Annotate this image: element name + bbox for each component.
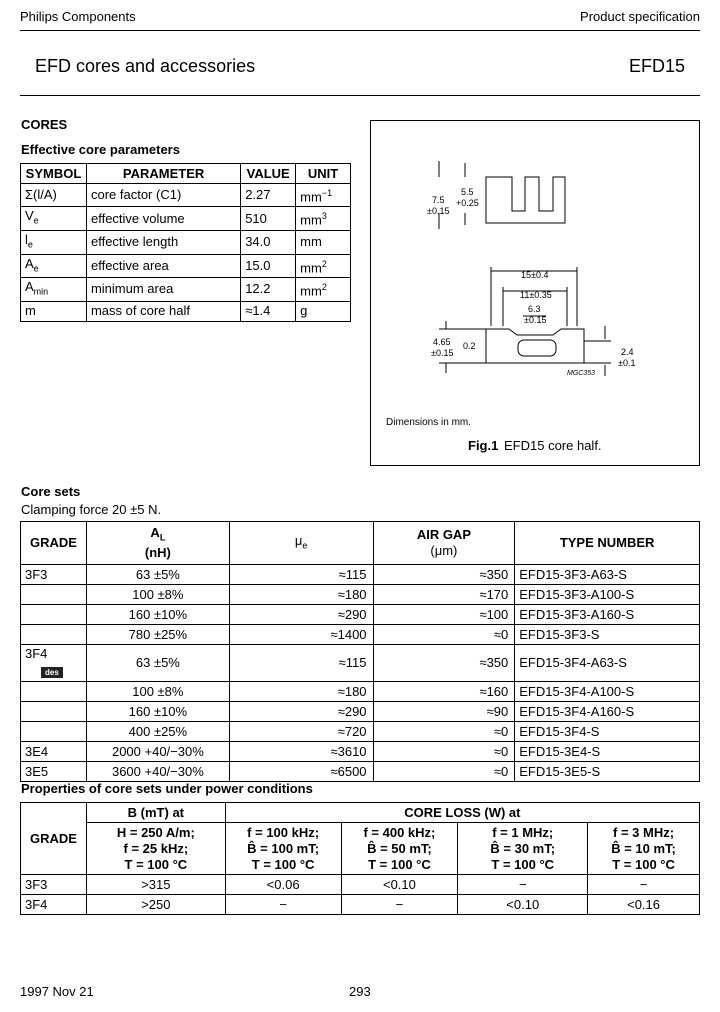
condition-line: T = 100 °C — [251, 856, 315, 872]
condition-line: f = 25 kHz; — [123, 840, 189, 856]
core-set-row — [21, 625, 700, 645]
gap-cell: ≈0 — [373, 625, 515, 645]
core-set-row — [21, 682, 700, 702]
dim-4-65-tol: ±0.15 — [431, 348, 454, 358]
symbol-cell — [21, 207, 87, 231]
symbol-sub: min — [33, 286, 49, 297]
dim-5-5: 5.5 — [461, 187, 474, 197]
param-cell: effective area — [86, 254, 240, 278]
gap-cell: ≈0 — [373, 762, 515, 782]
gap-cell: ≈0 — [373, 742, 515, 762]
grade-cell — [21, 722, 87, 742]
dim-11: 11±0.35 — [520, 290, 552, 300]
condition-line: f = 400 kHz; — [363, 824, 436, 840]
gap-cell: ≈350 — [373, 645, 515, 682]
symbol-cell — [21, 230, 87, 254]
param-cell: minimum area — [86, 278, 240, 302]
value-cell: 12.2 — [241, 278, 296, 302]
eff-row — [21, 278, 351, 302]
mu-cell: ≈6500 — [229, 762, 373, 782]
grade-cell — [21, 682, 87, 702]
footer-date: 1997 Nov 21 — [20, 984, 94, 999]
power-value-cell: <0.16 — [588, 895, 700, 915]
unit-sup: 2 — [321, 282, 327, 293]
param-cell: effective volume — [86, 207, 240, 231]
unit: g — [300, 303, 308, 319]
unit-cell — [296, 230, 351, 254]
col-type: TYPE NUMBER — [515, 522, 700, 565]
col-loss-header: CORE LOSS (W) at — [225, 803, 699, 823]
unit: mm — [300, 283, 322, 299]
unit-sup: −1 — [321, 188, 333, 198]
symbol-sub: e — [33, 263, 39, 274]
power-value-cell: − — [341, 895, 458, 915]
power-row — [21, 895, 700, 915]
condition-line: B̂ = 10 mT; — [611, 840, 676, 856]
param-cell: core factor (C1) — [86, 184, 240, 207]
dim-6-3-tol: ±0.15 — [524, 315, 547, 325]
symbol-sub: e — [27, 239, 33, 250]
symbol: A — [25, 255, 34, 271]
dim-7-5-tol: ±0.15 — [427, 206, 450, 216]
grade: 3F3 — [25, 566, 48, 582]
eff-row — [21, 184, 351, 207]
symbol-cell — [21, 184, 87, 207]
al-cell: 160 ±10% — [86, 605, 229, 625]
core-set-row — [21, 702, 700, 722]
unit-cell — [296, 207, 351, 231]
company-name: Philips Components — [20, 9, 136, 24]
value-cell: 510 — [241, 207, 296, 231]
grade-cell — [21, 742, 87, 762]
unit: mm — [300, 259, 322, 275]
al-cell: 160 ±10% — [86, 702, 229, 722]
mu-cell: ≈290 — [229, 605, 373, 625]
grade-cell — [21, 605, 87, 625]
power-value-cell: <0.06 — [225, 875, 341, 895]
figure-label: Fig.1 — [468, 438, 499, 453]
mu-cell: ≈115 — [229, 645, 373, 682]
power-value-cell: >315 — [86, 875, 225, 895]
col-parameter: PARAMETER — [86, 164, 240, 184]
dim-7-5: 7.5 — [432, 195, 445, 205]
power-value-cell: − — [588, 875, 700, 895]
effective-params-table — [20, 163, 351, 322]
mu-cell: ≈180 — [229, 585, 373, 605]
condition-header — [225, 823, 341, 875]
gap-label: AIR GAP — [416, 527, 471, 542]
core-set-row — [21, 762, 700, 782]
param-cell: mass of core half — [86, 301, 240, 321]
eff-row — [21, 301, 351, 321]
power-value-cell: − — [458, 875, 588, 895]
condition-line: B̂ = 30 mT; — [490, 840, 556, 856]
grade-cell — [21, 702, 87, 722]
value-cell: 2.27 — [241, 184, 296, 207]
type-cell: EFD15-3E5-S — [515, 762, 700, 782]
clamping-force: Clamping force 20 ±5 N. — [21, 502, 162, 517]
mu-cell: ≈1400 — [229, 625, 373, 645]
mu-sub: e — [302, 540, 308, 551]
condition-line: T = 100 °C — [368, 856, 431, 872]
page-title: EFD cores and accessories — [35, 56, 256, 76]
al-symbol: A — [150, 524, 160, 540]
title-rule — [20, 95, 700, 96]
core-set-row — [21, 605, 700, 625]
des-badge: des — [41, 667, 63, 678]
type-cell: EFD15-3F4-S — [515, 722, 700, 742]
symbol-cell — [21, 278, 87, 302]
symbol: A — [25, 279, 34, 295]
grade-cell — [21, 762, 87, 782]
type-cell: EFD15-3F4-A100-S — [515, 682, 700, 702]
eff-row — [21, 207, 351, 231]
core-set-row — [21, 585, 700, 605]
symbol: l — [25, 231, 28, 247]
type-cell: EFD15-3F3-S — [515, 625, 700, 645]
grade-cell: 3F3 — [21, 875, 87, 895]
figure-code: MGC353 — [567, 370, 596, 377]
condition-header — [86, 823, 225, 875]
col-symbol: SYMBOL — [21, 164, 87, 184]
symbol-sub: e — [33, 215, 39, 226]
condition-header — [588, 823, 700, 875]
condition-line: f = 100 kHz; — [247, 824, 320, 840]
col-unit: UNIT — [296, 164, 351, 184]
grade-cell — [21, 625, 87, 645]
symbol: V — [25, 208, 34, 224]
mu-cell: ≈720 — [229, 722, 373, 742]
type-cell: EFD15-3F4-A63-S — [515, 645, 700, 682]
condition-line: f = 3 MHz; — [613, 824, 675, 840]
col-b-header: B (mT) at — [86, 803, 225, 823]
eff-row — [21, 230, 351, 254]
power-heading: Properties of core sets under power conditions — [21, 781, 313, 796]
grade-cell — [21, 565, 87, 585]
col-grade: GRADE — [21, 803, 87, 875]
condition-line: B̂ = 100 mT; — [247, 840, 320, 856]
condition-line: T = 100 °C — [124, 856, 188, 872]
al-cell: 2000 +40/−30% — [86, 742, 229, 762]
unit-cell — [296, 278, 351, 302]
al-cell: 100 ±8% — [86, 585, 229, 605]
value-cell: ≈1.4 — [241, 301, 296, 321]
condition-line: B̂ = 50 mT; — [367, 840, 432, 856]
core-set-row — [21, 565, 700, 585]
condition-line: H = 250 A/m; — [116, 824, 195, 840]
power-value-cell: <0.10 — [341, 875, 458, 895]
core-set-row — [21, 645, 700, 682]
condition-header — [341, 823, 458, 875]
type-cell: EFD15-3E4-S — [515, 742, 700, 762]
unit-sup: 3 — [321, 211, 327, 222]
al-unit: (nH) — [144, 545, 171, 561]
unit-cell — [296, 184, 351, 207]
grade: 3E5 — [25, 763, 49, 779]
power-table — [20, 802, 700, 915]
value-cell: 34.0 — [241, 230, 296, 254]
unit-cell — [296, 301, 351, 321]
col-mu — [229, 522, 373, 565]
grade-cell — [21, 585, 87, 605]
eff-row — [21, 254, 351, 278]
core-sets-table — [20, 521, 700, 782]
dim-5-5-tol: +0.25 — [456, 198, 479, 208]
al-cell: 780 ±25% — [86, 625, 229, 645]
al-cell: 400 ±25% — [86, 722, 229, 742]
gap-cell: ≈90 — [373, 702, 515, 722]
dim-4-65: 4.65 — [433, 337, 451, 347]
power-value-cell: − — [225, 895, 341, 915]
mu-cell: ≈115 — [229, 565, 373, 585]
power-row — [21, 875, 700, 895]
dim-15: 15±0.4 — [521, 270, 549, 280]
gap-unit: (μm) — [430, 543, 458, 558]
gap-cell: ≈170 — [373, 585, 515, 605]
mu-symbol: μ — [294, 532, 303, 548]
value-cell: 15.0 — [241, 254, 296, 278]
type-cell: EFD15-3F3-A100-S — [515, 585, 700, 605]
grade-cell — [21, 645, 87, 682]
dim-2-4-tol: ±0.1 — [618, 358, 636, 368]
figure-box — [370, 120, 700, 466]
grade: 3E4 — [25, 743, 49, 759]
core-sets-heading: Core sets — [21, 484, 81, 499]
core-drawing — [371, 121, 701, 467]
core-set-row — [21, 722, 700, 742]
effective-params-heading: Effective core parameters — [21, 142, 180, 157]
al-cell: 3600 +40/−30% — [86, 762, 229, 782]
core-set-row — [21, 742, 700, 762]
al-cell: 100 ±8% — [86, 682, 229, 702]
doc-type: Product specification — [580, 9, 700, 24]
grade: 3F4 — [25, 646, 48, 661]
unit: mm — [300, 234, 322, 250]
gap-cell: ≈350 — [373, 565, 515, 585]
page-number: 293 — [349, 984, 371, 999]
symbol-cell — [21, 254, 87, 278]
condition-line: T = 100 °C — [612, 856, 675, 872]
unit: mm — [300, 189, 322, 205]
part-number: EFD15 — [628, 56, 685, 76]
grade-cell: 3F4 — [21, 895, 87, 915]
power-value-cell: <0.10 — [458, 895, 588, 915]
al-cell: 63 ±5% — [86, 565, 229, 585]
mu-cell: ≈180 — [229, 682, 373, 702]
type-cell: EFD15-3F3-A160-S — [515, 605, 700, 625]
mu-cell: ≈3610 — [229, 742, 373, 762]
unit-cell — [296, 254, 351, 278]
dim-0-2: 0.2 — [463, 341, 476, 351]
col-gap — [373, 522, 515, 565]
col-value: VALUE — [241, 164, 296, 184]
symbol-cell — [21, 301, 87, 321]
condition-line: f = 1 MHz; — [492, 824, 554, 840]
units-note: Dimensions in mm. — [386, 417, 472, 428]
dim-2-4: 2.4 — [621, 347, 634, 357]
param-cell: effective length — [86, 230, 240, 254]
col-al — [86, 522, 229, 565]
type-cell: EFD15-3F4-A160-S — [515, 702, 700, 722]
condition-header — [458, 823, 588, 875]
mu-cell: ≈290 — [229, 702, 373, 722]
cores-heading: CORES — [21, 117, 68, 132]
power-value-cell: >250 — [86, 895, 225, 915]
header-rule — [20, 30, 700, 31]
gap-cell: ≈0 — [373, 722, 515, 742]
gap-cell: ≈160 — [373, 682, 515, 702]
symbol: Σ(l/A) — [25, 187, 57, 203]
symbol: m — [25, 303, 36, 319]
unit: mm — [300, 212, 322, 228]
col-grade: GRADE — [21, 522, 87, 565]
al-cell: 63 ±5% — [86, 645, 229, 682]
gap-cell: ≈100 — [373, 605, 515, 625]
figure-caption: EFD15 core half. — [504, 438, 602, 453]
dim-6-3: 6.3 — [528, 304, 541, 314]
condition-line: T = 100 °C — [491, 856, 555, 872]
al-sub: L — [159, 532, 166, 543]
type-cell: EFD15-3F3-A63-S — [515, 565, 700, 585]
unit-sup: 2 — [321, 258, 327, 269]
